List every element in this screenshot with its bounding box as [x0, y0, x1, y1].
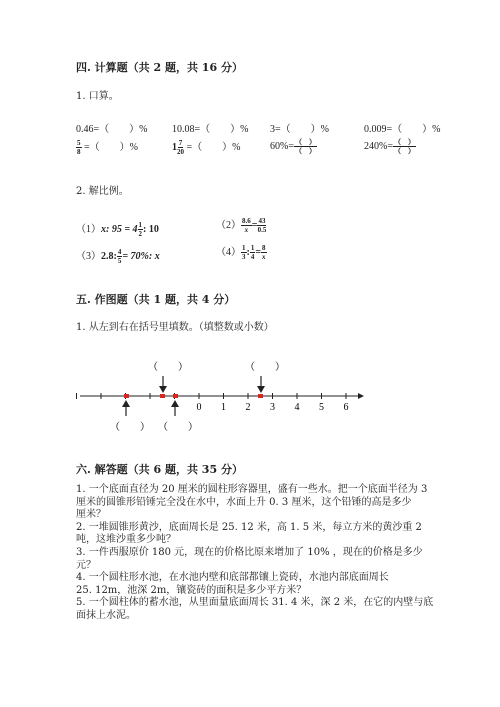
bottom-blank-2: （ ） [158, 422, 198, 433]
proportion-4 [216, 243, 267, 261]
section6-body [76, 484, 433, 623]
numerator: 8 [262, 244, 266, 253]
proportion-index: （2） [216, 220, 241, 231]
proportion-index: （3） [76, 251, 101, 262]
proportion-3 [76, 247, 160, 265]
oral-item-1: 0.46=（ ）% [76, 124, 148, 135]
number-line-arrowhead [358, 393, 364, 399]
fraction [294, 138, 317, 155]
denominator: 2 [138, 230, 143, 239]
proportion-1-right: : 10 [143, 224, 159, 235]
arrow-down-right-head [257, 386, 265, 393]
section6-line: 厘米的圆锥形铅锤完全没在水中，水面上升 0. 3 厘米，这个铅锤的高是多少 [76, 496, 412, 508]
section6-line: 吨，这堆沙重多少吨？ [76, 534, 176, 546]
oral-item-4: 0.009=（ ）% [364, 124, 441, 135]
numerator: （ ） [393, 138, 415, 146]
denominator: 5 [117, 257, 122, 266]
number-line-figure [70, 350, 370, 435]
numerator: 43 [258, 217, 266, 226]
section6-line: 2. 一堆圆锥形黄沙，底面周长是 25. 12 米，高 1. 5 米，每立方米的黄沙重 2 [76, 521, 422, 533]
oral-item-7-prefix: 60%= [270, 140, 294, 152]
section6-line: 厘米？ [76, 509, 106, 521]
oral-item-6-rest: =（ ）% [186, 142, 241, 153]
equals-sign: = [255, 247, 262, 258]
number-line-tick-label: 1 [221, 402, 226, 413]
oral-item-2: 10.08=（ ）% [172, 124, 249, 135]
bottom-blank-1: （ ） [110, 422, 150, 433]
denominator: 0.5 [257, 226, 267, 235]
fraction [76, 139, 82, 156]
marker-red-1 [124, 394, 129, 398]
numerator: 1 [250, 244, 255, 253]
question-proportion-label: 2. 解比例。 [76, 186, 129, 197]
number-line-tick-label: 6 [343, 402, 349, 413]
section5-title: 五. 作图题（共 1 题，共 4 分） [76, 293, 236, 306]
section6-line: 1. 一个底面直径为 20 厘米的圆柱形容器里，盛有一些水。把一个底面半径为 3 [76, 484, 428, 495]
numerator: （ ） [294, 138, 316, 146]
denominator: 20 [177, 148, 184, 157]
equals-sign: = [251, 220, 258, 231]
marker-red-3 [173, 394, 178, 398]
numerator: 8.6 [242, 217, 251, 226]
proportion-index: （4） [216, 247, 241, 258]
oral-item-3: 3=（ ）% [270, 124, 329, 135]
numerator: 4 [117, 248, 122, 257]
oral-item-8 [364, 138, 416, 155]
question-oral-label: 1. 口算。 [76, 91, 119, 102]
fraction [393, 138, 416, 155]
fraction [241, 217, 252, 234]
section6-line: 面抹上水泥。 [76, 609, 136, 621]
oral-item-7 [270, 138, 317, 155]
denominator: 8 [77, 148, 81, 157]
fraction [257, 217, 266, 234]
question-numberline-label: 1. 从左到右在括号里填数。（填整数或小数） [76, 322, 274, 333]
section6-line: 5. 一个圆柱体的蓄水池，从里面量底面周长 31. 4 米，深 2 米，在它的内壁与底 [76, 597, 434, 609]
denominator: （ ） [393, 147, 415, 155]
fraction [261, 244, 267, 261]
marker-red-2 [160, 394, 165, 398]
denominator: 4 [250, 253, 255, 262]
section4-title: 四. 计算题（共 2 题，共 16 分） [76, 61, 243, 74]
denominator: 3 [242, 253, 246, 262]
denominator: x [262, 253, 266, 262]
number-line-tick-label: 3 [270, 402, 275, 413]
number-line-tick-label: 5 [319, 402, 324, 413]
whole-number: 1 [172, 142, 177, 153]
top-blank-2: （ ） [245, 362, 285, 373]
numerator: 7 [178, 139, 183, 148]
proportion-3-left: 2.8: [101, 251, 117, 262]
numerator: 5 [77, 139, 81, 148]
denominator: x [244, 226, 249, 235]
section6-line: 元？ [76, 559, 96, 571]
section6-line: 25. 12m，池深 2m，镶瓷砖的面积是多少平方米？ [76, 584, 307, 596]
marker-red-4 [258, 394, 263, 398]
numerator: 1 [242, 244, 246, 253]
oral-item-5-rest: =（ ）% [84, 142, 138, 153]
oral-item-5 [76, 138, 138, 156]
number-line-tick-label: 4 [294, 402, 300, 413]
proportion-1-left: x: 95 = 4 [101, 224, 138, 235]
number-line-tick-label: 0 [196, 402, 202, 413]
numerator: 1 [138, 221, 143, 230]
section6-line: 4. 一个圆柱形水池，在水池内壁和底部都镶上瓷砖，水池内部底面周长 [76, 572, 389, 584]
oral-item-8-prefix: 240%= [364, 140, 393, 152]
denominator: （ ） [294, 147, 316, 155]
proportion-1 [76, 220, 159, 238]
proportion-2 [216, 216, 266, 234]
oral-item-6 [172, 138, 240, 156]
fraction [177, 139, 184, 156]
proportion-index: （1） [76, 224, 101, 235]
number-line-tick-label: 2 [245, 402, 251, 413]
colon: : [246, 247, 250, 258]
section6-line: 3. 一件西服原价 180 元，现在的价格比原来增加了 10% ，现在的价格是多少 [76, 546, 423, 558]
arrow-down-left-head [159, 386, 167, 393]
proportion-3-right: = 70%: x [122, 251, 160, 262]
section6-title: 六. 解答题（共 6 题，共 35 分） [76, 463, 243, 476]
top-blank-1: （ ） [148, 362, 188, 373]
number-line-tick-labels [197, 402, 349, 413]
